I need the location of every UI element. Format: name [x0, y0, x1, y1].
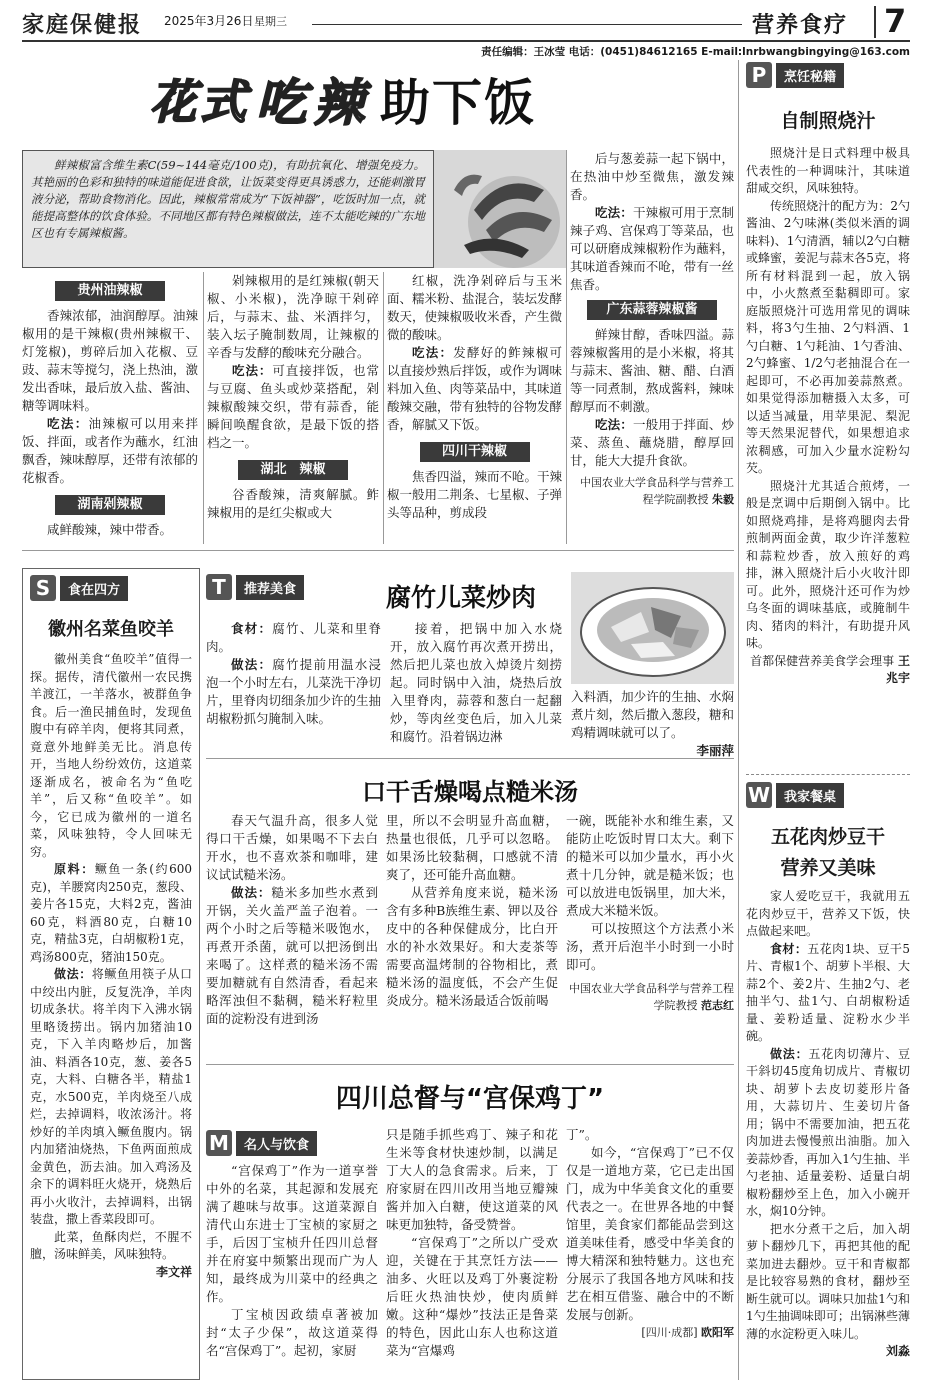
- pork-title-1: 五花肉炒豆干: [770, 826, 885, 848]
- para: 传统照烧汁的配方为：2勺酱油、2勺味淋(类似米酒的调味料)、1勺清酒，辅以2勺白糖或蜂蜜，姜泥与蒜末各5克，将所有材料混到一起，放入锅中，小火熬煮至黏稠即可。家庭版照烧汁可选用常见的调味料，将3勺生抽、2勺料酒、1勺白糖、1勺耗油、1勺香油、2勺蜂蜜、1/2勺老抽混合在一起即可，不必再加姜蒜熬煮。如果觉得添加糖摄入太多，可以适当减量，用苹果泥、梨泥等天然果泥替代，如果想追求浓稠感，可加入少量水淀粉勾芡。: [746, 198, 910, 475]
- para: 春天气温升高，很多人觉得口干舌燥，如果喝不下去白开水，也不喜欢茶和咖啡，建议试试糙米汤。: [206, 813, 378, 882]
- para: [746, 1046, 910, 1221]
- credit-text: 中国农业大学食品科学与营养工程学院教授: [569, 982, 734, 1012]
- para: 后与葱姜蒜一起下锅中，在热油中炒至微焦，激发辣香。: [570, 151, 734, 202]
- label: 做法：: [770, 1046, 809, 1061]
- tag-letter: S: [30, 575, 56, 601]
- fish-lamb-box: [22, 568, 200, 1380]
- page-number: 7: [884, 2, 907, 40]
- issue-weekday: 星期三: [254, 15, 287, 28]
- text: 腐竹、儿菜和里脊肉。: [206, 621, 381, 654]
- author: 李文祥: [155, 1264, 192, 1279]
- col-duo: [207, 272, 379, 522]
- paper-name: 家庭保健报: [22, 12, 143, 38]
- tofu-title: 腐竹儿菜炒肉: [385, 583, 536, 612]
- para: [387, 344, 562, 434]
- para: [206, 620, 381, 656]
- tag-letter: M: [206, 1130, 232, 1156]
- pork-title-2: 营养又美味: [780, 857, 876, 879]
- credit-text: 首都保健营养美食学会理事: [750, 653, 895, 668]
- para: 照烧汁尤其适合煎烤，一般是烹调中后期倒入锅中。比如照烧鸡排，是将鸡腿肉去骨煎制两面金黄，取少许洋葱粒和蒜粒炒香，放入煎好的鸡排，淋入照烧汁后小火收汁即可。此外，照烧汁还可作为炒乌冬面的调味基底，或腌制牛肉、猪肉的料汁，有助提升风味。: [746, 478, 910, 650]
- text: 油辣椒可以用来拌饭、拌面，或者作为蘸水，红油飘香，辣味醇厚，还带有浓郁的花椒香。: [22, 416, 198, 485]
- tag-letter: T: [206, 574, 232, 600]
- para: 谷香酸辣，清爽解腻。鲊辣椒用的是红尖椒或大: [207, 487, 379, 520]
- text: 五花肉切薄片、豆干斜切45度角切成片、青椒切块、胡萝卜去皮切菱形片备用，大蒜切片、生姜切片备用；锅中不需要加油，把五花肉加进去慢慢煎出油脂。加入姜蒜炒香，再加入1勺生抽、半勺老抽、适量姜粉、适量白胡椒粉翻炒至上色，加入小碗开水，焖10分钟。: [746, 1046, 910, 1218]
- place: [四川·成都]: [641, 1326, 698, 1339]
- tag-celebrity: [206, 1130, 317, 1156]
- label: 吃法：: [412, 345, 454, 360]
- intro-text: 鲜辣椒富含维生素C(59~144毫克/100克)，有助抗氧化、增强免疫力。其艳丽的色彩和独特的味道能促进食欲，让饭菜变得更具诱惑力，还能刺激胃液分泌，帮助食物消化。因此，辣椒常常成为“下饭神器”，吃饭时加一点，就能提高整体的饮食体验。不同地区都有特色辣椒做法，连不太能吃辣的广东地区也有专属辣椒酱。: [31, 158, 425, 240]
- tag-cooking-secrets: [746, 62, 910, 88]
- para: [206, 884, 378, 1028]
- intro-box: [22, 150, 434, 268]
- col-guizhou: [22, 276, 198, 539]
- main-title-part3: 助下饭: [380, 74, 536, 132]
- credit: [566, 1324, 734, 1341]
- page-header: [22, 2, 910, 40]
- para: [206, 656, 381, 728]
- subhead-hubei: 湖北 辣椒: [238, 460, 348, 480]
- editor-info: 责任编辑：王冰莹 电话：(0451)84612165 E-mail:lnrbwangbingying@163.com: [481, 46, 910, 58]
- tag-text: 推荐美食: [236, 575, 304, 600]
- soup-title: 口干舌燥喝点糙米汤: [362, 778, 578, 806]
- para: 咸鲜酸辣，辣中带香。: [47, 522, 173, 537]
- text: 可直接拌饭，也常与豆腐、鱼头或炒菜搭配，剁辣椒酸辣交织，带有蒜香，能瞬间唤醒食欲，是最下饭的搭档之一。: [207, 363, 379, 450]
- label: 做法：: [231, 885, 272, 900]
- label: 食材：: [770, 941, 808, 956]
- tag-letter: W: [747, 783, 771, 807]
- para: 里，所以不会明显升高血糖，热量也很低，几乎可以忽略。如果汤比较黏稠，口感就不清爽了，还可能升高血糖。: [386, 813, 558, 882]
- para: [30, 966, 192, 1229]
- issue-date: 2025年3月26日: [164, 14, 254, 28]
- text: 鳜鱼一条(约600克)，羊腰窝肉250克，葱段、姜片各15克，大料2克，酱油60克，料酒80克，白糖10克，精盐3克，白胡椒粉1克，鸡汤800克，猪油150克。: [30, 862, 192, 964]
- col-zha: [387, 272, 562, 522]
- main-title: [150, 64, 610, 134]
- para: “宫保鸡丁”作为一道享誉中外的名菜，其起源和发展充满了趣味与故事。这道菜源自清代山东进士丁宝桢的家厨之手，后因丁宝桢升任四川总督并在府宴中频繁出现而广为人知，最终成为川菜中的经典之作。: [206, 1163, 378, 1304]
- label: 吃法：: [595, 417, 633, 432]
- text: 糙米多加些水煮到开锅，关火盖严盖子泡着。一两个小时之后等糙米吸饱水，再煮开杀菌，就可以把汤倒出来喝了。这样煮的糙米汤不需要加糖就有自然清香，看起来略浑浊但不黏稠，糙米籽粒里面的淀粉没有进到汤: [206, 885, 378, 1026]
- para: [746, 941, 910, 1046]
- para: 剁辣椒用的是红辣椒(朝天椒、小米椒)，洗净晾干剁碎后，与蒜末、盐、米酒拌匀，装入坛子腌制数周，让辣椒的辛香与发酵的酸味充分融合。: [207, 273, 379, 360]
- tag-letter: P: [746, 62, 772, 88]
- text: 一般用于拌面、炒菜、蒸鱼、蘸烧腊，醇厚回甘，能大大提升食欲。: [570, 417, 734, 468]
- label: 原料：: [54, 862, 95, 876]
- author: 范志红: [701, 999, 734, 1012]
- para: “宫保鸡丁”之所以广受欢迎，关键在于其烹饪方法——油多、火旺以及鸡丁外裹淀粉后旺火热油快炒，使肉质鲜嫩。这种“爆炒”技法正是鲁菜的特色，因此山东人也称这道菜为“宫爆鸡: [386, 1235, 558, 1358]
- para: 如今，“宫保鸡丁”已不仅仅是一道地方菜，它已走出国门，成为中华美食文化的重要代表之一。在世界各地的中餐馆里，美食家们都能品尝到这道美味佳肴，感受中华美食的博大精深和独特魅力。这也充分展示了我国各地方风味和技艺在相互借鉴、融合中的不断发展与创新。: [566, 1145, 734, 1322]
- label: 吃法：: [595, 205, 633, 220]
- tag-family-table: [746, 782, 910, 808]
- para: 接着，把锅中加入水烧开，放入腐竹再次煮开捞出，然后把儿菜也放入焯烫片刻捞起。同时锅中入油，烧热后放入里脊肉，蒜蓉和葱白一起翻炒，等肉丝变色后，加入儿菜和腐竹。沿着锅边淋: [390, 621, 562, 744]
- para: 此菜，鱼酥肉烂，不腥不膻，汤味鲜美，风味独特。: [30, 1229, 192, 1261]
- para: 红椒，洗净剁碎后与玉米面、糯米粉、盐混合，装坛发酵数天，使辣椒吸收米香，产生微微的酸味。: [387, 273, 563, 342]
- main-title-part2: 吃辣: [256, 74, 372, 132]
- pork-tofu-section: [746, 782, 910, 1361]
- tofu-photo: [571, 572, 734, 684]
- para: [570, 416, 734, 470]
- para: [570, 204, 734, 294]
- teriyaki-title: 自制照烧汁: [780, 110, 876, 132]
- para: 可以按照这个方法煮小米汤，煮开后泡半小时到一小时即可。: [566, 921, 734, 972]
- para: 香辣浓郁，油润醇厚。油辣椒用的是干辣椒(贵州辣椒干、灯笼椒)，剪碎后加入花椒、豆豉、蒜末等搅匀，浇上热油，激发出香味，最后放入盐、酱油、糖等调味料。: [22, 308, 198, 413]
- author: 刘淼: [885, 1344, 910, 1358]
- text: 将鳜鱼用筷子从口中绞出内脏，反复洗净，羊肉切成条状。将羊肉下入沸水锅里略烫捞出。锅内加猪油10克，下入羊肉略炒后，加酱油、料酒各10克，葱、姜各5克，大料、白糖各半，精盐1克，水500克，羊肉烧至八成烂，去掉调料，收浓汤汁。将炒好的羊肉填入鳜鱼腹内。锅内加猪油烧热，下鱼两面煎成金黄色，沥去油。加入鸡汤及余下的调料旺火烧开，烧熟后再小火收汁，去掉调料，出锅装盘，撒上香菜段即可。: [30, 967, 192, 1226]
- para: 入料酒，加少许的生抽、水焖煮片刻，然后撒入葱段，糖和鸡精调味就可以了。: [571, 689, 734, 740]
- para: 一碗，既能补水和维生素，又能防止吃饭时胃口太大。剩下的糙米可以加少量水，再小火煮十几分钟，就是糙米饭；也可以放进电饭锅里，加大米，煮成大米糙米饭。: [566, 813, 734, 918]
- text: 腐竹提前用温水浸泡一个小时左右，儿菜洗干净切片，里脊肉切细条加少许的生抽胡椒粉抓匀腌制入味。: [206, 657, 382, 726]
- story-section: [206, 1068, 734, 1384]
- para: [207, 362, 379, 452]
- para: 丁宝桢因政绩卓著被加封“太子少保”，故这道菜得名“宫保鸡丁”。起初，家厨: [206, 1307, 378, 1358]
- label: 做法：: [54, 967, 92, 981]
- text: 五花肉1块、豆干5片、青椒1个、胡萝卜半根、大蒜2个、姜2片、生抽2勺、老抽半勺、盐1勺、白胡椒粉适量、姜粉适量、淀粉水少半碗。: [746, 941, 910, 1043]
- para: 只是随手抓些鸡丁、辣子和花生米等食材快速炒制，以满足丁大人的急食需求。后来，丁府家厨在四川改用当地豆瓣辣酱并加入白糖，使这道菜的风味更加独特，备受赞誉。: [386, 1127, 558, 1232]
- credit: [746, 653, 910, 688]
- credit: [570, 474, 734, 508]
- credit: [566, 980, 734, 1014]
- author: 朱毅: [712, 493, 734, 506]
- label: 吃法：: [232, 363, 273, 378]
- subhead-sichuan: 四川干辣椒: [420, 442, 530, 462]
- author: 王兆宇: [885, 653, 910, 685]
- label: 食材：: [231, 621, 273, 636]
- tag-eat-around: [30, 575, 192, 601]
- soup-section: [206, 764, 734, 1054]
- text: 发酵好的鲊辣椒可以直接炒熟后拌饭，或作为调味料加入鱼、肉等菜品中，其味道酸辣交融，带有独特的谷物发酵香，解腻又下饭。: [387, 345, 563, 432]
- story-title: 四川总督与“宫保鸡丁”: [335, 1084, 605, 1114]
- tag-text: 名人与饮食: [236, 1131, 317, 1156]
- credit-text: 中国农业大学食品科学与营养工程学院副教授: [580, 476, 734, 506]
- para: 徽州美食“鱼咬羊”值得一探。据传，清代徽州一农民携羊渡江，一羊落水，被群鱼争食。后一渔民捕鱼时，发现鱼腹中有碎羊肉，便将其同煮，竟意外地鲜美无比。消息传开，当地人纷纷效仿，这道菜逐渐成名，被命名为“鱼吃羊”，后又称“鱼咬羊”。如今，它已成为徽州的一道名菜，风味独特，令人回味无穷。: [30, 652, 192, 859]
- para: 焦香四溢，辣而不呛。干辣椒一般用二荆条、七星椒、子弹头等品种，剪成段: [387, 469, 563, 520]
- subhead-guangdong: 广东蒜蓉辣椒酱: [587, 300, 717, 320]
- para: 从营养角度来说，糙米汤含有多种B族维生素、钾以及谷皮中的各种保健成分，比白开水的补水效果好。和大麦茶等需要高温烤制的谷物相比，煮糙米汤的温度低，不会产生促炎成分。糙米汤最适合饭前喝: [386, 885, 558, 1008]
- para: 把水分煮干之后，加入胡萝卜翻炒几下，再把其他的配菜加进去翻炒。豆干和青椒都是比较容易熟的食材，翻炒至断生就可以。调味只加盐1勺和1勺生抽调味即可；出锅淋些薄薄的水淀粉更入味儿。: [746, 1221, 910, 1341]
- tag-text: 食在四方: [60, 576, 128, 601]
- subhead-hunan: 湖南剁辣椒: [55, 495, 165, 515]
- label: 做法：: [231, 657, 273, 672]
- tag-text: 烹饪秘籍: [776, 63, 844, 88]
- para: 家人爱吃豆干，我就用五花肉炒豆干，营养又下饭，快点做起来吧。: [746, 889, 910, 938]
- pepper-photo: [434, 150, 566, 268]
- subhead-guizhou: 贵州油辣椒: [55, 281, 165, 301]
- fish-lamb-title: 徽州名菜鱼咬羊: [48, 619, 174, 640]
- para: 丁”。: [566, 1127, 598, 1142]
- label: 吃法：: [47, 416, 89, 431]
- tofu-section: [206, 568, 734, 756]
- tag-text: 我家餐桌: [776, 783, 844, 808]
- section-name: 营养食疗: [752, 12, 849, 38]
- author: 欧阳军: [701, 1326, 734, 1339]
- para: 照烧汁是日式料理中极具代表性的一种调味汁，其味道甜咸交织，风味独特。: [746, 146, 910, 195]
- para: [22, 415, 198, 487]
- teriyaki-section: [746, 62, 910, 688]
- para: [30, 861, 192, 966]
- author: 李丽萍: [696, 743, 734, 758]
- tag-recommend: [206, 574, 304, 600]
- text: 干辣椒可用于烹制辣子鸡、宫保鸡丁等菜品，也可以研磨成辣椒粉作为蘸料，其味道香辣而不呛，带有一丝焦香。: [570, 205, 734, 292]
- para: 鲜辣甘醇，香味四溢。蒜蓉辣椒酱用的是小米椒，将其与蒜末、酱油、糖、醋、白酒等一同煮制，熬成酱料，辣味醇厚而不刺激。: [570, 327, 734, 414]
- col-guangdong: [570, 150, 734, 508]
- main-title-part1: 花式: [150, 75, 250, 129]
